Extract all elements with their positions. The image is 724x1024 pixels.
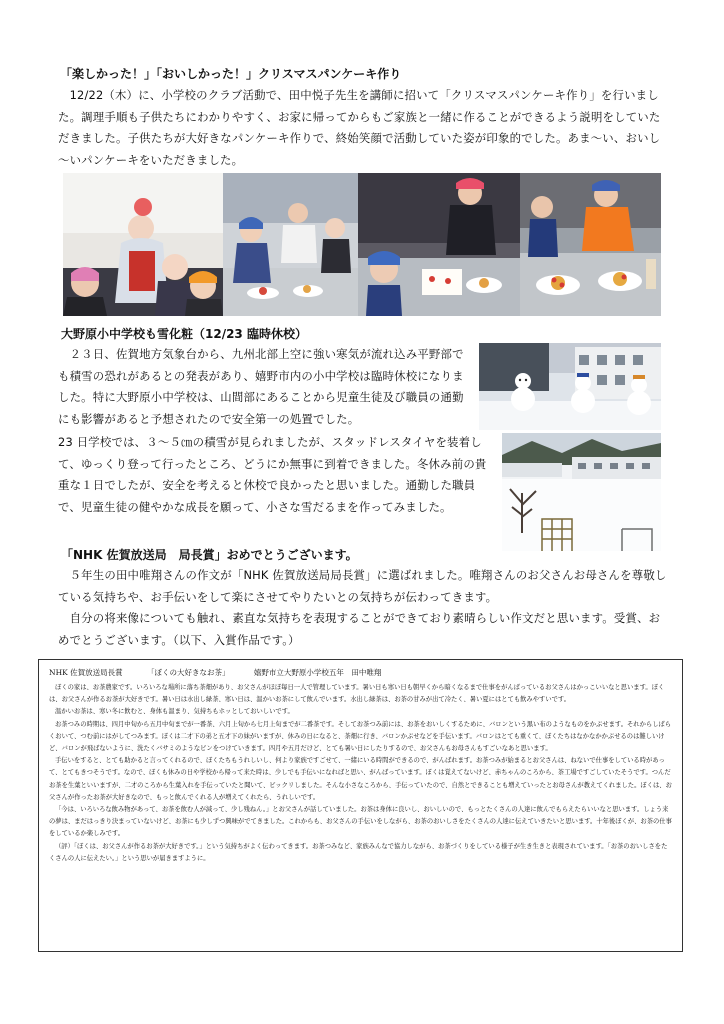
- photo-decorating-pancakes-image: [358, 173, 520, 316]
- section-award-body: [58, 565, 668, 651]
- essay-paragraph: 「今は、いろいろな飲み物があって、お茶を飲む人が減って、少し残ねん。」とお父さんが話していました。お茶は身体に良いし、おいしいので、もっとたくさんの人達に飲んでもらえたらいいなと思います。しょう来の夢は、まだはっきり決まっていないけど、お茶にも少しずつ興味がでてきました。これからも、お父さんの手伝いをしながら、お茶のおいしさをたくさんの人達に伝えていきたいと思います。十年後ぼくが、お茶の仕事をしているか楽しみです。: [49, 806, 672, 838]
- section-snow-body-top: [58, 344, 472, 430]
- section-snow-title: 大野原小中学校も雪化粧（12/23 臨時休校）: [61, 327, 307, 341]
- essay-box: [38, 659, 683, 952]
- snow-paragraph-top: ２３日、佐賀地方気象台から、九州北部上空に強い寒気が流れ込み平野部でも積雪の恐れがあるとの発表があり、嬉野市内の小中学校は臨時休校になりました。特に大野原小中学校は、山間部にあることから児童生徒及び職員の通勤にも影響があると予想されたので安全第一の処置でした。: [58, 347, 464, 426]
- photo-snowy-schoolyard: [502, 433, 661, 551]
- essay-paragraph: 温かいお茶は、寒い冬に飲むと、身体も温まり、気持ちもホッとしておいしいです。: [55, 708, 294, 716]
- pancake-paragraph: 12/22（木）に、小学校のクラブ活動で、田中悦子先生を講師に招いて「クリスマスパンケーキ作り」を行いました。調理手順も子供たちにわかりやすく、お家に帰ってからもご家族と一緒に作ることができるよう説明をしていただきました。子供たちが大好きなパンケーキ作りで、終始笑顔で活動していた姿が印象的でした。あま～い、おいし～いパンケーキをいただきました。: [58, 88, 661, 167]
- essay-paragraph: 手伝いをすると、とても助かると言ってくれるので、ぼくたちもうれしいし、何より家族ですごせて、一緒にいる時間ができるので、がんばれます。お茶つみが始まるとお父さんは、ねないで仕事をしている時があって、とてもきつそうです。なので、ぼくも休みの日や学校から帰って来た時は、少しでも手伝いになればと思い、がんばっています。ぼくは覚えてないけど、赤ちゃんのころから、茶工場ですごしていたそうです。つんだお茶を生葉といいますが、二才のころから生葉入れを手伝っていたと聞いて、ビックリしました。そんな小さなころから、手伝っていたので、自然とできることも増えていったとお母さんが教えてくれました。ぼくは、お父さんが作ったお茶が大好きなので、もっと飲んでくれる人が増えてくれたら、うれしいです。: [49, 757, 672, 801]
- snow-paragraph-bottom: 23 日学校では、３～５㎝の積雪が見られましたが、スタッドレスタイヤを装着して、ゆっくり登って行ったところ、どうにか無事に到着できました。冬休み前の貴重な１日でしたが、安全を考えると休校で良かったと思いました。通勤した職員で、児童生徒の健やかな成長を願って、小さな雪だるまを作ってみました。: [58, 435, 487, 514]
- photo-finished-pancakes: [520, 173, 661, 316]
- essay-header: [49, 667, 672, 679]
- essay-paragraph: お茶つみの時期は、四月中旬から五月中旬までが一番茶、六月上旬から七月上旬までが二番茶です。そしてお茶つみ前には、お茶をおいしくするために、バロンという黒い布のようなものをかぶせます。それからしばらくおいて、つむ前にはがしてつみます。ぼくは二才下の弟と五才下の妹がいますが、休みの日になると、茶畑に行き、バロンかぶせなどを手伝います。バロンはとても重くて、ぼくたちはなかなかかぶせるのは難しいけど、バロンが飛ばないように、洗たくバサミのようなピンをつけていきます。四月や五月だけど、とても暑い日にしたりするので、お父さんもお母さんもすごいなあと思います。: [49, 720, 672, 753]
- essay-author: 嬉野市立大野原小学校五年 田中唯翔: [253, 668, 382, 677]
- essay-title: 「ぼくの大好きなお茶」: [146, 668, 230, 677]
- photo-finished-pancakes-image: [520, 173, 661, 316]
- photo-teacher-demonstration: [63, 173, 223, 316]
- photo-snowmen: [479, 343, 661, 430]
- section-award-title: 「NHK 佐賀放送局 局長賞」おめでとうございます。: [61, 548, 358, 562]
- photo-children-cooking-image: [223, 173, 358, 316]
- section-pancake-body: [58, 85, 669, 171]
- essay-paragraph: ぼくの家は、お茶農家です。いろいろな場所に落ち茶畑があり、お父さんがほぼ毎日一人で管理しています。暑い日も寒い日も朝早くから暗くなるまで仕事をがんばっているお父さんはかっこいいなと思います。ぼくは、お父さんが作るお茶が大好きです。暑い日は水出し緑茶、寒い日は、温かいお茶にして飲んでいます。水出し緑茶は、お茶の甘みが出て冷たく、暑い夏にはとても飲みやすいです。: [49, 684, 665, 704]
- section-pancake-title: 「楽しかった！」「おいしかった！」クリスマスパンケーキ作り: [60, 67, 402, 81]
- essay-body: [49, 682, 672, 865]
- photo-teacher-demonstration-image: [63, 173, 223, 316]
- photo-snowmen-image: [479, 343, 661, 430]
- photo-decorating-pancakes: [358, 173, 520, 316]
- section-snow-body-bottom: [58, 432, 494, 518]
- photo-snowy-schoolyard-image: [502, 433, 661, 551]
- essay-paragraph: （評）「ぼくは、お父さんが作るお茶が大好きです。」という気持ちがよく伝わってきます。お茶つみなど、家族みんなで協力しながら、お茶づくりをしている様子が生き生きと表現されています。「お茶のおいしさをたくさんの人に伝えたい。」という思いが届きますように。: [49, 842, 668, 862]
- essay-award-label: NHK 佐賀放送局長賞: [49, 668, 123, 677]
- award-paragraph-2: 自分の将来像についても触れ、素直な気持ちを表現することができており素晴らしい作文だと思います。受賞、おめでとうございます。（以下、入賞作品です。）: [58, 611, 661, 647]
- photo-children-cooking: [223, 173, 358, 316]
- award-paragraph-1: ５年生の田中唯翔さんの作文が「NHK 佐賀放送局局長賞」に選ばれました。唯翔さんのお父さんお母さんを尊敬している気持ちや、お手伝いをして楽にさせてやりたいとの気持ちが伝わってきます。: [58, 568, 667, 604]
